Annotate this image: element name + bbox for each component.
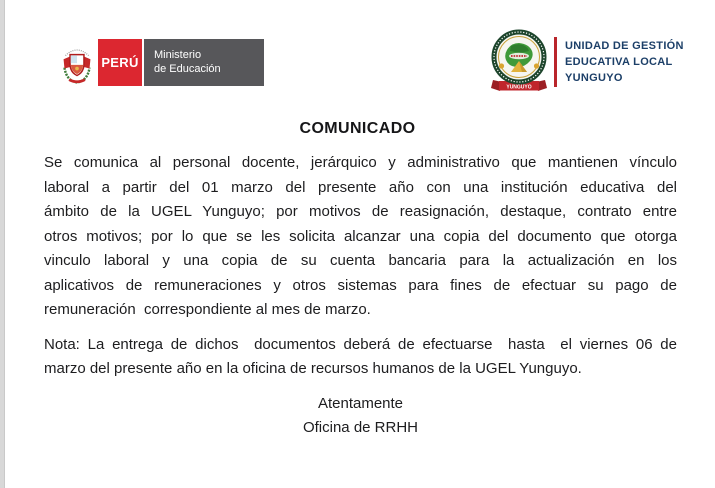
peru-wordmark (98, 39, 142, 86)
ugel-name-line2: EDUCATIVA LOCAL (565, 56, 673, 68)
scan-edge-strip (0, 0, 5, 488)
text-line: remuneración correspondiente al mes de marzo. (44, 301, 371, 318)
ugel-emblem-icon (489, 29, 549, 95)
text-line: Se comunica al personal docente, jerárquico y administrativo que mantienen vínculo (44, 154, 677, 171)
peru-coat-of-arms-icon (56, 39, 98, 86)
text-line: vinculo laboral y una copia de su cuenta bancaria para la actualización en los (44, 252, 677, 269)
ugel-name (565, 38, 684, 86)
ugel-logo (489, 29, 684, 95)
ministry-name (144, 39, 264, 86)
ugel-red-separator (554, 37, 557, 87)
text-line: ámbito de la UGEL Yunguyo; por motivos de reasignación, destaque, contrato entre (44, 203, 677, 220)
text-line: Nota: La entrega de dichos documentos deberá de efectuarse hasta el viernes 06 de (44, 335, 677, 353)
ugel-emblem-ribbon-text: YUNGUYO (506, 84, 532, 91)
peru-label: PERÚ (101, 55, 139, 70)
text-line: laboral a partir del 01 marzo del presente año con una institución educativa del (44, 178, 677, 196)
note-paragraph (44, 333, 677, 382)
closing-office: Oficina de RRHH (302, 419, 419, 436)
text-line: marzo del presente año en la oficina de recursos humanos de la UGEL Yunguyo. (44, 360, 582, 377)
closing-block (44, 392, 677, 441)
text-line: aplicativos de remuneraciones y otros sistemas para fines de efectuar su pago de (44, 276, 677, 294)
page-title: COMUNICADO (299, 120, 416, 137)
ugel-name-line1: UNIDAD DE GESTIÓN (565, 40, 684, 52)
ministry-name-line2: de Educación (154, 62, 221, 75)
minedu-logo (56, 39, 264, 86)
main-paragraph (44, 151, 677, 323)
ministry-name-line1: Ministerio (154, 49, 202, 61)
document-body (44, 151, 677, 441)
text-line: otros motivos; por lo que se les solicita alcanzar una copia del documento que otorga (44, 227, 677, 245)
closing-salutation: Atentamente (317, 394, 404, 412)
ugel-name-line3: YUNGUYO (565, 72, 623, 84)
